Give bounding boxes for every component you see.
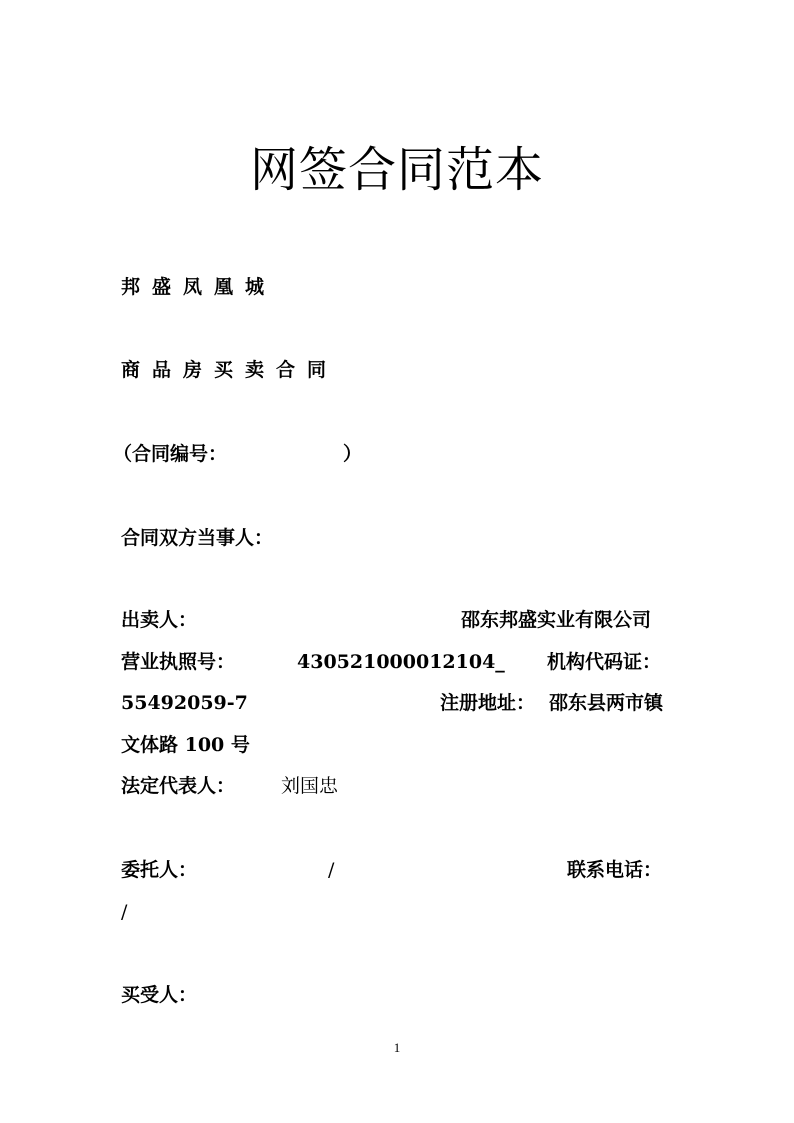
- contract-type: 商品房买卖合同: [121, 359, 339, 381]
- agent-phone-label: 联系电话：: [567, 859, 663, 881]
- legal-rep-label: 法定代表人：: [121, 775, 236, 797]
- parties-heading: 合同双方当事人：: [121, 527, 274, 549]
- seller-name: 邵东邦盛实业有限公司: [461, 609, 652, 631]
- org-code-label: 机构代码证：: [547, 651, 662, 673]
- license-value: 430521000012104_: [297, 651, 505, 673]
- buyer-label: 买受人：: [121, 984, 198, 1006]
- contract-number-close: ）: [343, 443, 363, 465]
- address-value-line1: 邵东县两市镇: [549, 692, 664, 714]
- address-value-line2: 文体路 100 号: [121, 734, 250, 756]
- agent-value: /: [328, 859, 335, 881]
- seller-label: 出卖人：: [121, 609, 198, 631]
- legal-rep-value: 刘国忠: [281, 775, 339, 797]
- license-label: 营业执照号：: [121, 651, 236, 673]
- agent-phone-value: /: [121, 901, 128, 923]
- agent-label: 委托人：: [121, 859, 198, 881]
- address-label: 注册地址：: [440, 692, 536, 714]
- contract-number-label: （合同编号：: [113, 443, 228, 465]
- org-code-value: 55492059-7: [121, 692, 248, 714]
- page-number: 1: [393, 1040, 401, 1055]
- project-name: 邦盛凤凰城: [121, 276, 277, 298]
- document-title: 网签合同范本: [249, 142, 544, 198]
